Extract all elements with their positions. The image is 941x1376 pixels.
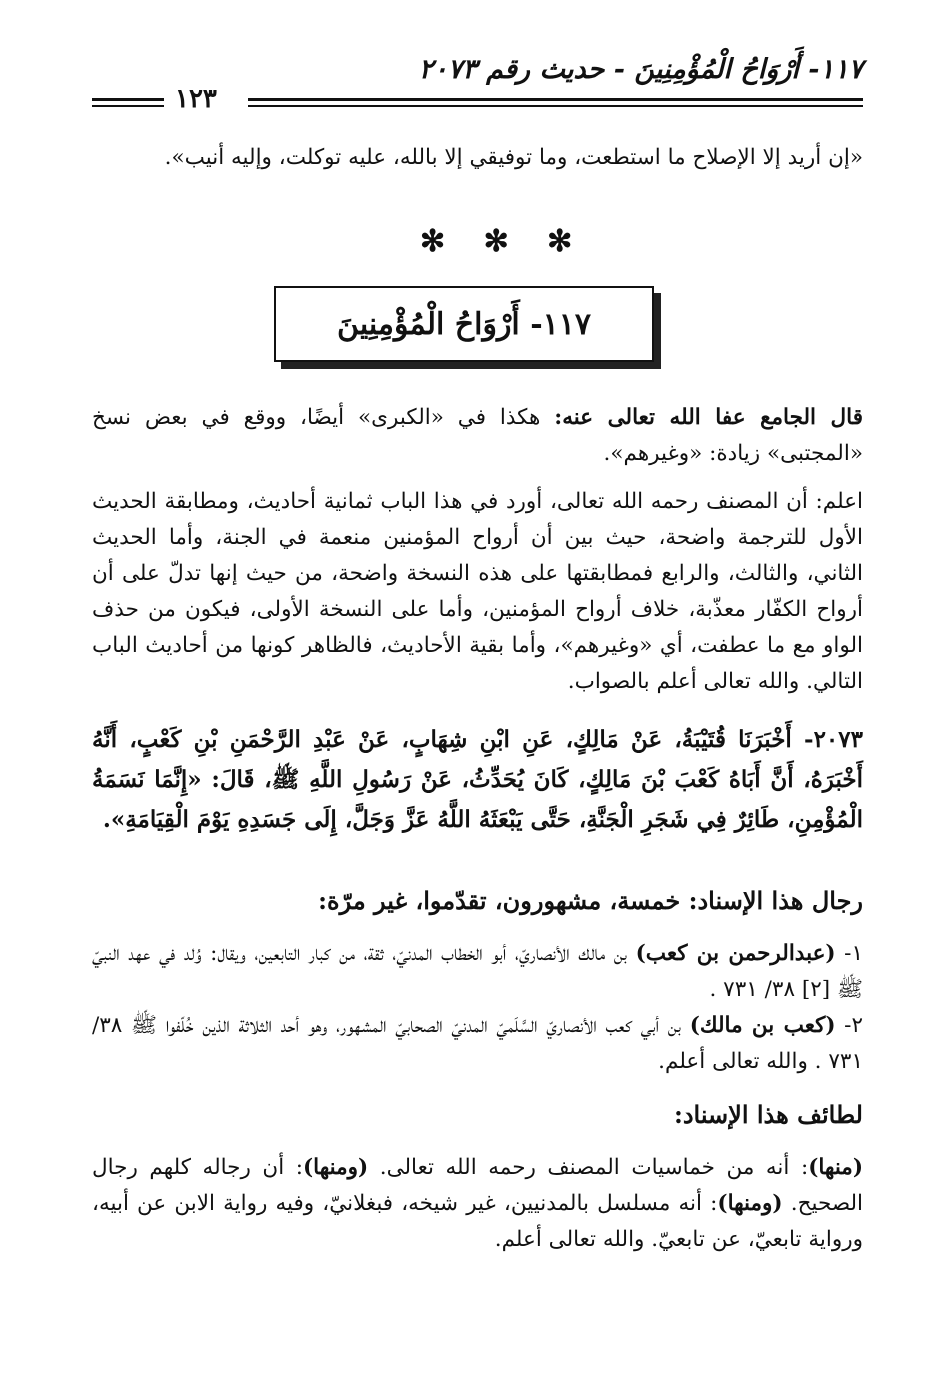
narrator-description: بن أبي كعب الأنصاريّ السَّلَميّ المدنيّ الصحابيّ المشهور، وهو أحد الثلاثة الذين خُلّفوا ﷺ ٣٨/ ٧٣١ . والله تعالى أعلم. (92, 1013, 863, 1074)
intro-quote-text: «إن أريد إلا الإصلاح ما استطعت، وما توفيقي إلا بالله، عليه توكلت، وإليه أنيب». (164, 145, 863, 170)
collector-note (92, 400, 863, 472)
header-rule-right (248, 98, 863, 107)
subtleties-text (92, 1150, 863, 1258)
narrator-number: ١- (835, 941, 863, 966)
intro-quote (92, 140, 863, 176)
subtlety-label: (ومنها) (302, 1155, 369, 1180)
chapter-explanation (92, 484, 863, 700)
subtlety-text: : أنه مسلسل بالمدنيين، غير شيخه، فبغلانيّ، وفيه رواية الابن عن أبيه، ورواية تابعيّ، عن تابعيّ. والله تعالى أعلم. (92, 1191, 863, 1252)
subtlety-text: : أن رجاله كلهم رجال الصحيح. (92, 1155, 863, 1216)
hadith-text (92, 720, 863, 840)
narrator-name: (عبدالرحمن بن كعب) (635, 941, 836, 966)
page-number: ١٢٣ (175, 84, 217, 114)
chapter-title: ١١٧- أَرْوَاحُ الْمُؤْمِنِينَ (336, 306, 592, 342)
section-separator: ✻ ✻ ✻ (420, 224, 587, 259)
narrator-item (92, 936, 863, 1008)
subtlety-label: (منها) (808, 1155, 863, 1180)
chapter-title-box (274, 286, 654, 362)
narrator-name: (كعب بن مالك) (689, 1013, 836, 1038)
collector-note-text: هكذا في «الكبرى» أيضًا، ووقع في بعض نسخ «المجتبى» زيادة: «وغيرهم». (92, 405, 863, 466)
chapter-explanation-text: اعلم: أن المصنف رحمه الله تعالى، أورد في هذا الباب ثمانية أحاديث، ومطابقة الحديث الأول للترجمة واضحة، حيث بين أن أرواح المؤمنين منعمة في الجنة، وأما الحديث الثاني، والثالث، والرابع فمطابقتها على هذه النسخة واضحة، من حيث إنها تدلّ على أن أرواح الكفّار معذّبة، خلاف أرواح المؤمنين، وأما على النسخة الأولى، فيكون من حذف الواو مع ما عطفت، أي «وغيرهم»، وأما بقية الأحاديث، فالظاهر كونها من أحاديث الباب التالي. والله تعالى أعلم بالصواب. (92, 489, 863, 694)
subtlety-text: : أنه من خماسيات المصنف رحمه الله تعالى. (368, 1155, 809, 1180)
subtleties-heading: لطائف هذا الإسناد: (673, 1100, 863, 1129)
subtlety-label: (ومنها) (717, 1191, 783, 1216)
narrator-description: بن مالك الأنصاريّ، أبو الخطاب المدنيّ، ثقة، من كبار التابعين، ويقال: وُلد في عهد النبيّ ﷺ [٢] ٣٨/ ٧٣١ . (92, 941, 863, 1002)
collector-note-lead: قال الجامع عفا الله تعالى عنه: (554, 405, 864, 430)
hadith-body: ٢٠٧٣- أَخْبَرَنَا قُتَيْبَةُ، عَنْ مَالِكٍ، عَنِ ابْنِ شِهَابٍ، عَنْ عَبْدِ الرَّحْمَنِ بْنِ كَعْبٍ، أَنَّهُ أَخْبَرَهُ، أَنَّ أَبَاهُ كَعْبَ بْنَ مَالِكٍ، كَانَ يُحَدِّثُ، عَنْ رَسُولِ اللَّهِ ﷺ، قَالَ: «إِنَّمَا نَسَمَةُ الْمُؤْمِنِ، طَائِرٌ فِي شَجَرِ الْجَنَّةِ، حَتَّى يَبْعَثَهُ اللَّهُ عَزَّ وَجَلَّ، إِلَى جَسَدِهِ يَوْمَ الْقِيَامَةِ». (92, 726, 863, 833)
narrator-item (92, 1008, 863, 1080)
narrators-list (92, 936, 863, 1080)
narrators-heading: رجال هذا الإسناد: خمسة، مشهورون، تقدّموا، غير مرّة: (318, 886, 863, 915)
header-rule-left (92, 98, 164, 107)
running-header-title: ١١٧- أَرْوَاحُ الْمُؤْمِنِينَ - حديث رقم ٢٠٧٣ (418, 54, 863, 85)
narrator-number: ٢- (835, 1013, 863, 1038)
